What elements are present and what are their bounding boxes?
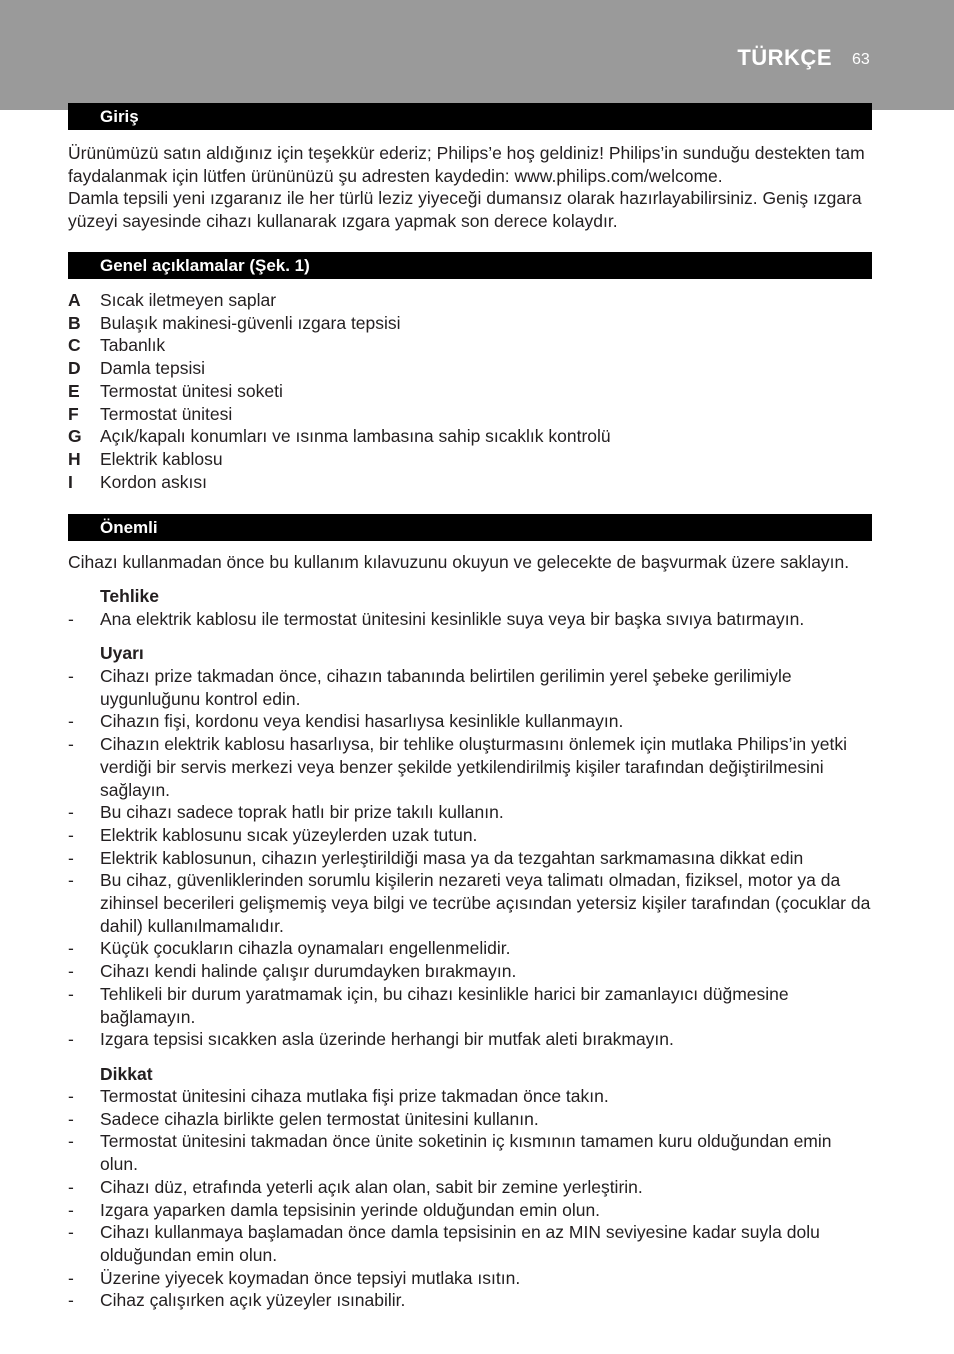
item-text: Cihazı prize takmadan önce, cihazın tabanında belirtilen gerilimin yerel şebeke gerilimiyle uygunluğunu kontrol edin. [100, 666, 792, 709]
warning-heading: Uyarı [100, 643, 144, 663]
item-text: Cihazı kullanmaya başlamadan önce damla tepsisinin en az MIN seviyesine kadar suyla dolu olduğundan emin olun. [100, 1222, 820, 1265]
item-text: Cihazı kendi halinde çalışır durumdayken bırakmayın. [100, 961, 517, 982]
list-item [68, 471, 872, 494]
list-item: - Izgara tepsisi sıcakken asla üzerinde herhangi bir mutfak aleti bırakmayın. [68, 1029, 674, 1050]
list-item: - Termostat ünitesini cihaza mutlaka fişi prize takmadan önce takın. [68, 1086, 609, 1106]
list-item [68, 425, 872, 448]
caution-heading: Dikkat [100, 1064, 153, 1084]
danger-list [68, 608, 872, 631]
list-item: - Cihazı kullanmaya başlamadan önce damla tepsisinin en az MIN seviyesine kadar suyla dolu olduğundan emin olun. [68, 1222, 820, 1265]
list-item: - Sadece cihazla birlikte gelen termostat ünitesini kullanın. [68, 1108, 539, 1129]
item-text: Küçük çocukların cihazla oynamaları engellenmelidir. [100, 938, 511, 959]
language-title: TÜRKÇE [737, 45, 832, 70]
list-item: - Cihazı prize takmadan önce, cihazın tabanında belirtilen gerilimin yerel şebeke gerilimiyle uygunluğunu kontrol edin. [68, 666, 792, 709]
item-text: Termostat ünitesini cihaza mutlaka fişi prize takmadan önce takın. [100, 1086, 609, 1106]
list-item: - Cihazın fişi, kordonu veya kendisi hasarlıysa kesinlikle kullanmayın. [68, 711, 624, 732]
item-text: Termostat ünitesi soketi [100, 380, 283, 401]
list-item: - Elektrik kablosunu sıcak yüzeylerden uzak tutun. [68, 824, 478, 845]
section-title: Önemli [100, 518, 158, 537]
section-header-intro [68, 103, 872, 130]
item-text: Damla tepsisi [100, 358, 206, 379]
item-letter: F [68, 403, 79, 424]
list-item: - Termostat ünitesini takmadan önce ünite soketinin iç kısmının tamamen kuru olduğundan emin olun. [68, 1131, 832, 1175]
list-item: - Üzerine yiyecek koymadan önce tepsiyi mutlaka ısıtın. [68, 1267, 521, 1288]
item-text: Termostat ünitesini takmadan önce ünite soketinin iç kısmının tamamen kuru olduğundan emin olun. [100, 1131, 832, 1175]
item-letter: G [68, 426, 82, 447]
list-item: - Cihaz çalışırken açık yüzeyler ısınabilir. [68, 1290, 406, 1311]
list-item: - Cihazı kendi halinde çalışır durumdayken bırakmayın. [68, 961, 517, 982]
warning-list [68, 665, 872, 1051]
item-letter: H [68, 448, 81, 469]
list-item: - Ana elektrik kablosu ile termostat ünitesini kesinlikle suya veya bir başka sıvıya batırmayın. [68, 609, 805, 629]
item-text: Elektrik kablosu [100, 448, 223, 469]
item-text: Bu cihazı sadece toprak hatlı bir prize takılı kullanın. [100, 802, 504, 823]
item-text: Elektrik kablosunu sıcak yüzeylerden uzak tutun. [100, 824, 478, 845]
item-letter: D [68, 358, 81, 379]
list-item: - Bu cihazı sadece toprak hatlı bir prize takılı kullanın. [68, 802, 504, 823]
list-item: - Cihazı düz, etrafında yeterli açık alan olan, sabit bir zemine yerleştirin. [68, 1176, 643, 1197]
item-text: Tabanlık [100, 335, 166, 356]
item-letter: E [68, 380, 80, 401]
intro-paragraph-2: Damla tepsili yeni ızgaranız ile her türlü leziz yiyeceği dumansız olarak hazırlayabilirsiniz. Geniş ızgara yüzeyi sayesinde cihazı kullanarak ızgara yapmak son derece kolaydır. [68, 188, 862, 231]
list-item [68, 334, 872, 357]
list-item [68, 312, 872, 335]
item-text: Üzerine yiyecek koymadan önce tepsiyi mutlaka ısıtın. [100, 1267, 521, 1288]
item-letter: B [68, 312, 81, 333]
caution-list [68, 1085, 872, 1312]
item-text: Izgara yaparken damla tepsisinin yerinde olduğundan emin olun. [100, 1199, 601, 1220]
item-text: Bu cihaz, güvenliklerinden sorumlu kişilerin nezareti veya talimatı olmadan, fiziksel, motor ya da zihinsel becerileri gelişmemiş veya bilgi ve tecrübe açısından yetersiz kişiler tarafından (çocuklar da dahil) kullanılmamalıdır. [100, 870, 871, 936]
item-text: Elektrik kablosunun, cihazın yerleştirildiği masa ya da tezgahtan sarkmamasına dikkat edin [100, 847, 804, 868]
item-letter: I [68, 471, 73, 492]
item-text: Sıcak iletmeyen saplar [100, 290, 277, 310]
list-item: - Elektrik kablosunun, cihazın yerleştirildiği masa ya da tezgahtan sarkmamasına dikkat edin [68, 847, 804, 868]
item-text: Cihazı düz, etrafında yeterli açık alan olan, sabit bir zemine yerleştirin. [100, 1176, 643, 1197]
item-text: Tehlikeli bir durum yaratmamak için, bu cihazı kesinlikle harici bir zamanlayıcı düğmesine bağlamayın. [100, 983, 789, 1027]
list-item [68, 403, 872, 426]
section-header-general [68, 252, 872, 279]
list-item: - Tehlikeli bir durum yaratmamak için, bu cihazı kesinlikle harici bir zamanlayıcı düğmesine bağlamayın. [68, 983, 789, 1027]
page-number: 63 [852, 51, 870, 68]
item-text: Termostat ünitesi [100, 403, 233, 424]
section-title: Giriş [100, 107, 139, 126]
item-text: Bulaşık makinesi-güvenli ızgara tepsisi [100, 312, 401, 333]
item-text: Ana elektrik kablosu ile termostat ünitesini kesinlikle suya veya bir başka sıvıya batırmayın. [100, 609, 805, 629]
danger-heading: Tehlike [100, 586, 160, 606]
item-text: Açık/kapalı konumları ve ısınma lambasına sahip sıcaklık kontrolü [100, 426, 611, 447]
item-text: Kordon askısı [100, 471, 207, 492]
item-text: Cihazın fişi, kordonu veya kendisi hasarlıysa kesinlikle kullanmayın. [100, 711, 624, 732]
parts-list [68, 289, 872, 493]
item-letter: A [68, 290, 81, 310]
intro-paragraph-1: Ürünümüzü satın aldığınız için teşekkür ederiz; Philips’e hoş geldiniz! Philips’in sunduğu destekten tam faydalanmak için lütfen ürününüzü şu adresten kaydedin: www.philips.com/welcome. [68, 143, 865, 186]
item-letter: C [68, 335, 81, 356]
item-text: Izgara tepsisi sıcakken asla üzerinde herhangi bir mutfak aleti bırakmayın. [100, 1029, 674, 1050]
list-item [68, 357, 872, 380]
page-header-band [0, 0, 954, 110]
list-item: - Küçük çocukların cihazla oynamaları engellenmelidir. [68, 938, 511, 959]
list-item [68, 448, 872, 471]
list-item: - Bu cihaz, güvenliklerinden sorumlu kişilerin nezareti veya talimatı olmadan, fiziksel, motor ya da zihinsel becerileri gelişmemiş veya bilgi ve tecrübe açısından yetersiz kişiler tarafından (çocuklar da dahil) kullanılmamalıdır. [68, 870, 871, 936]
item-text: Cihazın elektrik kablosu hasarlıysa, bir tehlike oluşturmasını önlemek için mutlaka Philips’in yetki verdiği bir servis merkezi veya benzer şekilde yetkilendirilmiş kişiler tarafından değiştirilmesini sağlayın. [100, 734, 847, 800]
item-text: Sadece cihazla birlikte gelen termostat ünitesini kullanın. [100, 1108, 539, 1129]
section-header-important [68, 514, 872, 541]
important-paragraph: Cihazı kullanmadan önce bu kullanım kılavuzunu okuyun ve gelecekte de başvurmak üzere saklayın. [68, 552, 850, 572]
list-item [68, 289, 872, 312]
list-item [68, 380, 872, 403]
section-title: Genel açıklamalar (Şek. 1) [100, 256, 310, 275]
item-text: Cihaz çalışırken açık yüzeyler ısınabilir. [100, 1290, 406, 1311]
list-item: - Izgara yaparken damla tepsisinin yerinde olduğundan emin olun. [68, 1199, 601, 1220]
list-item: - Cihazın elektrik kablosu hasarlıysa, bir tehlike oluşturmasını önlemek için mutlaka Philips’in yetki verdiği bir servis merkezi veya benzer şekilde yetkilendirilmiş kişiler tarafından değiştirilmesini sağlayın. [68, 734, 847, 800]
